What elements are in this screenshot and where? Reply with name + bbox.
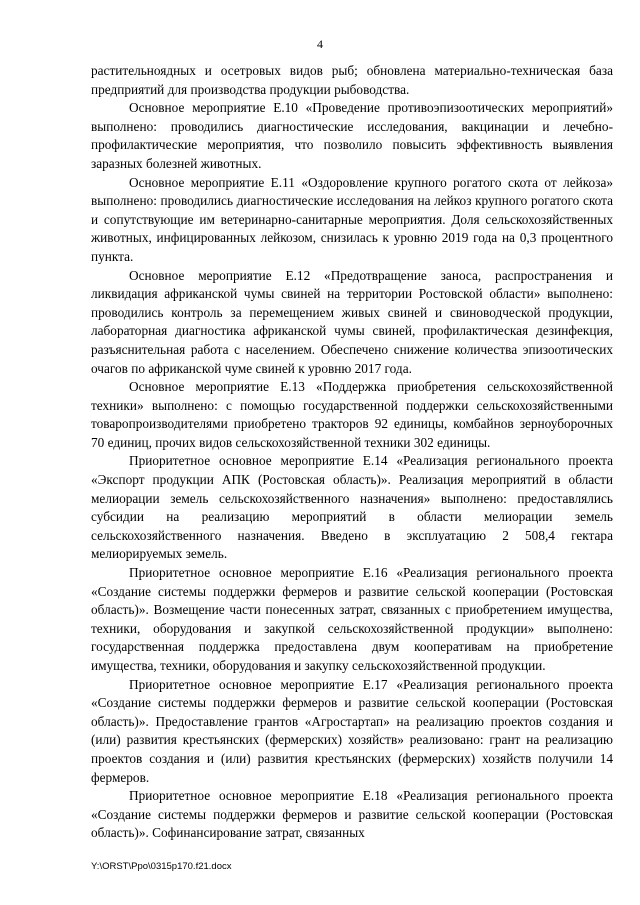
paragraph-e10: Основное мероприятие Е.10 «Проведение противоэпизоотических мероприятий» выполнено: проводились диагностические исследования, вакцинации и лечебно-профилактические мероприятия, что позволило повысить эффективность выявления заразных болезней животных. bbox=[91, 100, 613, 171]
paragraph-continuation: растительноядных и осетровых видов рыб; обновлена материально-техническая база предприятий для производства продукции рыбоводства. bbox=[91, 63, 613, 97]
paragraph-e13: Основное мероприятие Е.13 «Поддержка приобретения сельскохозяйственной техники» выполнено: с помощью государственной поддержки сельскохозяйственными товаропроизводителями приобретено тракторов 92 единицы, комбайнов зерноуборочных 70 единиц, прочих видов сельскохозяйственной техники 302 единицы. bbox=[91, 379, 613, 450]
paragraph-e18: Приоритетное основное мероприятие Е.18 «Реализация регионального проекта «Создание системы поддержки фермеров и развитие сельской кооперации (Ростовская область)». Софинансирование затрат, связанных bbox=[91, 788, 613, 841]
page-number: 4 bbox=[317, 37, 323, 51]
paragraph-e12: Основное мероприятие Е.12 «Предотвращение заноса, распространения и ликвидация африканской чумы свиней на территории Ростовской области» выполнено: проводились контроль за перемещением живых свиней и свиноводческой продукции, лабораторная диагностика африканской чумы свиней, профилактическая дезинфекция, разъяснительная работа с населением. Обеспечено снижение количества эпизоотических очагов по африканской чуме свиней к уровню 2017 года. bbox=[91, 267, 613, 376]
paragraph-e17: Приоритетное основное мероприятие Е.17 «Реализация регионального проекта «Создание системы поддержки фермеров и развитие сельской кооперации (Ростовская область)». Предоставление грантов «Агростартап» на реализацию проектов создания и (или) развития крестьянских (фермерских) хозяйств» реализовано: грант на реализацию проектов создания и (или) развития крестьянских (фермерских) хозяйств получили 14 фермеров. bbox=[91, 676, 613, 785]
document-body bbox=[91, 62, 613, 843]
footer-file-path: Y:\ORST\Ppo\0315p170.f21.docx bbox=[91, 861, 232, 872]
paragraph-e14: Приоритетное основное мероприятие Е.14 «Реализация регионального проекта «Экспорт продукции АПК (Ростовская область)». Реализация мероприятий в области мелиорации земель сельскохозяйственного назначения» выполнено: предоставлялись субсидии на реализацию мероприятий в области мелиорации земель сельскохозяйственного назначения. Введено в эксплуатацию 2 508,4 гектара мелиорируемых земель. bbox=[91, 453, 613, 562]
paragraph-e16: Приоритетное основное мероприятие Е.16 «Реализация регионального проекта «Создание системы поддержки фермеров и развитие сельской кооперации (Ростовская область)». Возмещение части понесенных затрат, связанных с приобретением имущества, техники, оборудования и закупкой сельскохозяйственной продукции» выполнено: государственная поддержка предоставлена двум кооперативам на приобретение имущества, техники, оборудования и закупку сельскохозяйственной продукции. bbox=[91, 565, 613, 673]
paragraph-e11: Основное мероприятие Е.11 «Оздоровление крупного рогатого скота от лейкоза» выполнено: проводились диагностические исследования на лейкоз крупного рогатого скота и сопутствующие им ветеринарно-санитарные мероприятия. Доля сельскохозяйственных животных, инфицированных лейкозом, снизилась к уровню 2019 года на 0,3 процентного пункта. bbox=[91, 174, 613, 264]
